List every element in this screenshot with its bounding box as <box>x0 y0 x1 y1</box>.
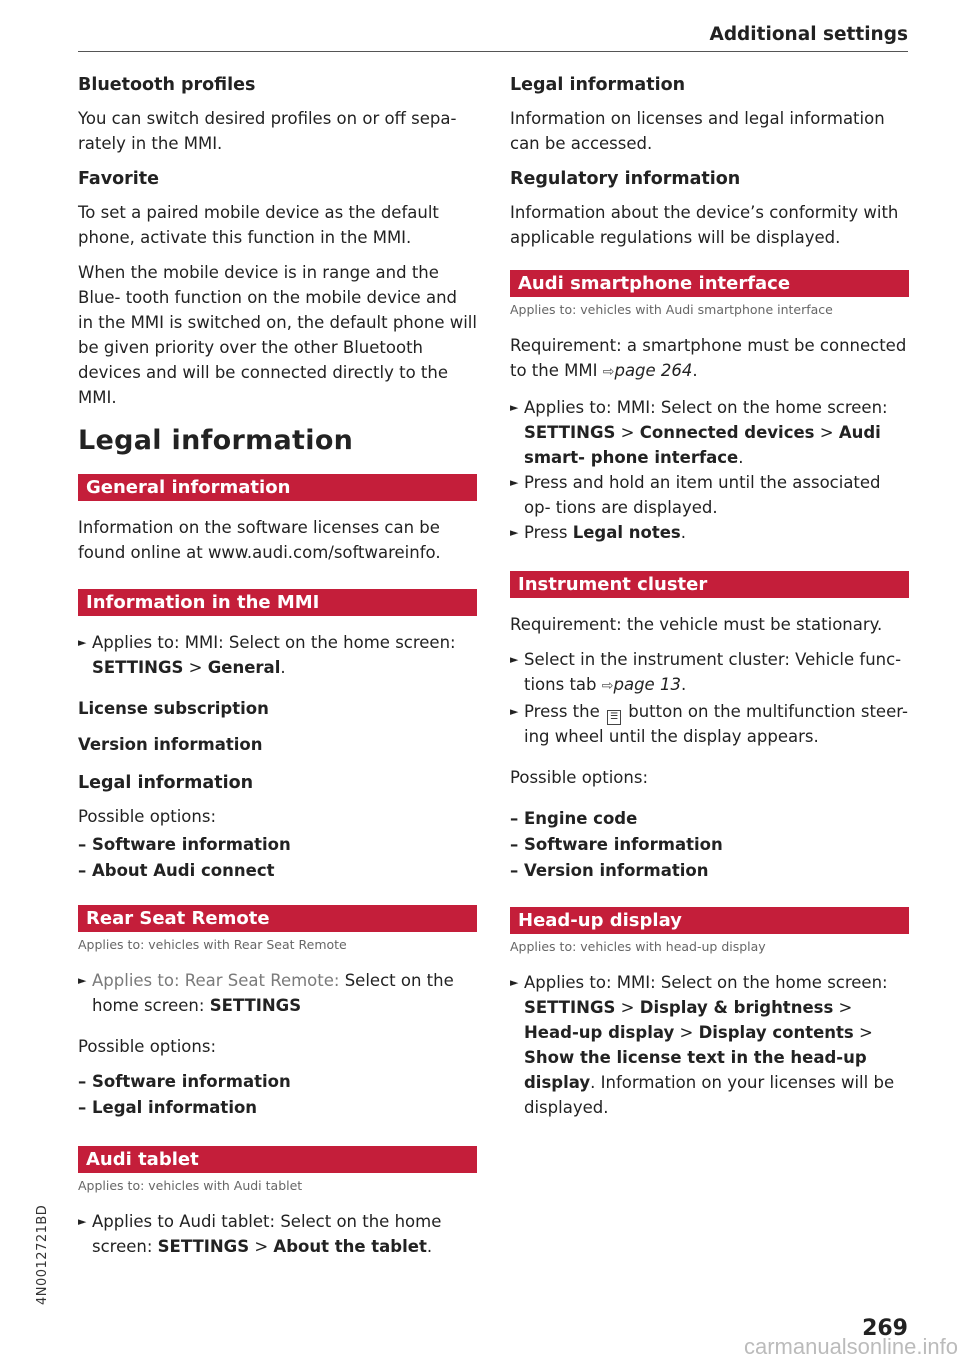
general-information-text: Information on the software licenses can be found online at www.audi.com/softwareinfo. <box>78 518 441 562</box>
step-marker-icon: ► <box>510 705 519 718</box>
smartphone-applies: Applies to: vehicles with Audi smartphone interface <box>510 302 833 317</box>
bluetooth-profiles-text: You can switch desired profiles on or off sepa- rately in the MMI. <box>78 109 457 153</box>
tablet-step-settings: SETTINGS <box>157 1237 250 1256</box>
audi-tablet-bar: Audi tablet <box>78 1146 477 1173</box>
tablet-step-text: Applies to Audi tablet: Select on the home screen: <box>92 1212 442 1256</box>
page-reference-link[interactable]: page 13 <box>613 675 681 694</box>
regulatory-information-text: Information about the device’s conformity with applicable regulations will be displayed. <box>510 203 899 247</box>
audi-smartphone-interface-bar: Audi smartphone interface <box>510 270 909 297</box>
favorite-heading: Favorite <box>78 169 160 189</box>
favorite-text-2: When the mobile device is in range and the Blue- tooth function on the mobile device and in the MMI is switched on, the default phone will be given priority over the other Bluetooth devices and will be connected directly to the MMI. <box>78 263 477 407</box>
version-information-heading: Version information <box>78 735 263 754</box>
step-marker-icon: ► <box>510 526 519 539</box>
mmi-step: ► Applies to: MMI: Select on the home screen: SETTINGS > General. <box>78 630 477 680</box>
tablet-step-about: About the tablet <box>273 1237 427 1256</box>
list-item: – Legal information <box>78 1098 258 1117</box>
rear-step-settings: SETTINGS <box>209 996 302 1015</box>
cluster-step-2: ► Press the ☰ button on the multifunction steer- ing wheel until the display appears. <box>510 699 909 749</box>
favorite-text-1: To set a paired mobile device as the default phone, activate this function in the MMI. <box>78 203 439 247</box>
license-subscription-heading: License subscription <box>78 699 269 718</box>
page-header-title: Additional settings <box>709 24 908 45</box>
mmi-possible-options: Possible options: <box>78 807 217 826</box>
mmi-step-text: Applies to: MMI: Select on the home screen: <box>92 633 456 652</box>
head-up-display-bar: Head-up display <box>510 907 909 934</box>
menu-button-icon: ☰ <box>607 710 621 725</box>
smartphone-step-2: ► Press and hold an item until the associated op- tions are displayed. <box>510 470 909 520</box>
list-item: – Software information <box>78 1072 291 1091</box>
step-marker-icon: ► <box>78 1215 87 1228</box>
cluster-requirement: Requirement: the vehicle must be stationary. <box>510 615 883 634</box>
step-marker-icon: ► <box>510 653 519 666</box>
hud-step: ► Applies to: MMI: Select on the home screen: SETTINGS > Display & brightness > Head-up display > Display contents > Show the license text in the head-up display. Information on your licenses will be displayed. <box>510 970 909 1120</box>
information-in-mmi-bar: Information in the MMI <box>78 589 477 616</box>
smartphone-requirement: Requirement: a smartphone must be connected to the MMI ⇨page 264. <box>510 336 907 380</box>
mmi-step-general: General <box>207 658 281 677</box>
smartphone-step-3: ► Press Legal notes. <box>510 520 909 545</box>
rear-seat-remote-step <box>78 968 477 1018</box>
step-marker-icon: ► <box>510 476 519 489</box>
rear-seat-remote-applies: Applies to: vehicles with Rear Seat Remote <box>78 937 347 952</box>
rear-step-text: Select on the home screen: <box>92 971 454 1015</box>
page-number: 269 <box>862 1316 908 1341</box>
rear-possible-options: Possible options: <box>78 1037 217 1056</box>
rear-step-grey-text: Applies to: Rear Seat Remote: <box>92 971 340 990</box>
legal-information-main-heading: Legal information <box>78 425 354 456</box>
mmi-step-separator: > <box>188 658 203 677</box>
legal-information-subheading: Legal information <box>78 773 254 793</box>
watermark: carmanualsonline.info <box>743 1334 958 1359</box>
step-marker-icon: ► <box>78 974 87 987</box>
page-reference-icon: ⇨ <box>602 364 615 380</box>
general-information-bar: General information <box>78 474 477 501</box>
list-item: – Engine code <box>510 809 638 828</box>
list-item: – About Audi connect <box>78 861 275 880</box>
instrument-cluster-bar: Instrument cluster <box>510 571 909 598</box>
list-item: – Software information <box>510 835 723 854</box>
hud-applies: Applies to: vehicles with head-up display <box>510 939 766 954</box>
page-reference-link[interactable]: page 264 <box>614 361 693 380</box>
step-marker-icon: ► <box>78 636 87 649</box>
smartphone-step-1: ► Applies to: MMI: Select on the home screen: SETTINGS > Connected devices > Audi smart- phone interface. <box>510 395 909 470</box>
list-item: – Software information <box>78 835 291 854</box>
cluster-possible-options: Possible options: <box>510 768 649 787</box>
page-reference-icon: ⇨ <box>601 678 614 694</box>
right-column <box>510 72 909 1120</box>
mmi-options-list <box>78 832 477 883</box>
rear-seat-remote-bar: Rear Seat Remote <box>78 905 477 932</box>
mmi-step-settings: SETTINGS <box>92 658 184 677</box>
step-marker-icon: ► <box>510 976 519 989</box>
legal-information-right-heading: Legal information <box>510 75 686 95</box>
audi-tablet-step: ► Applies to Audi tablet: Select on the home screen: SETTINGS > About the tablet. <box>78 1209 477 1259</box>
regulatory-information-heading: Regulatory information <box>510 169 741 189</box>
cluster-options-list <box>510 806 909 883</box>
step-marker-icon: ► <box>510 401 519 414</box>
header-divider <box>78 51 908 52</box>
rear-options-list <box>78 1069 477 1120</box>
bluetooth-profiles-heading: Bluetooth profiles <box>78 75 256 95</box>
audi-tablet-applies: Applies to: vehicles with Audi tablet <box>78 1178 303 1193</box>
document-code: 4N0012721BD <box>35 1204 50 1305</box>
cluster-step-1: ► Select in the instrument cluster: Vehicle func- tions tab ⇨page 13. <box>510 647 909 699</box>
legal-information-right-text: Information on licenses and legal information can be accessed. <box>510 109 885 153</box>
left-column <box>78 72 477 1259</box>
list-item: – Version information <box>510 861 709 880</box>
